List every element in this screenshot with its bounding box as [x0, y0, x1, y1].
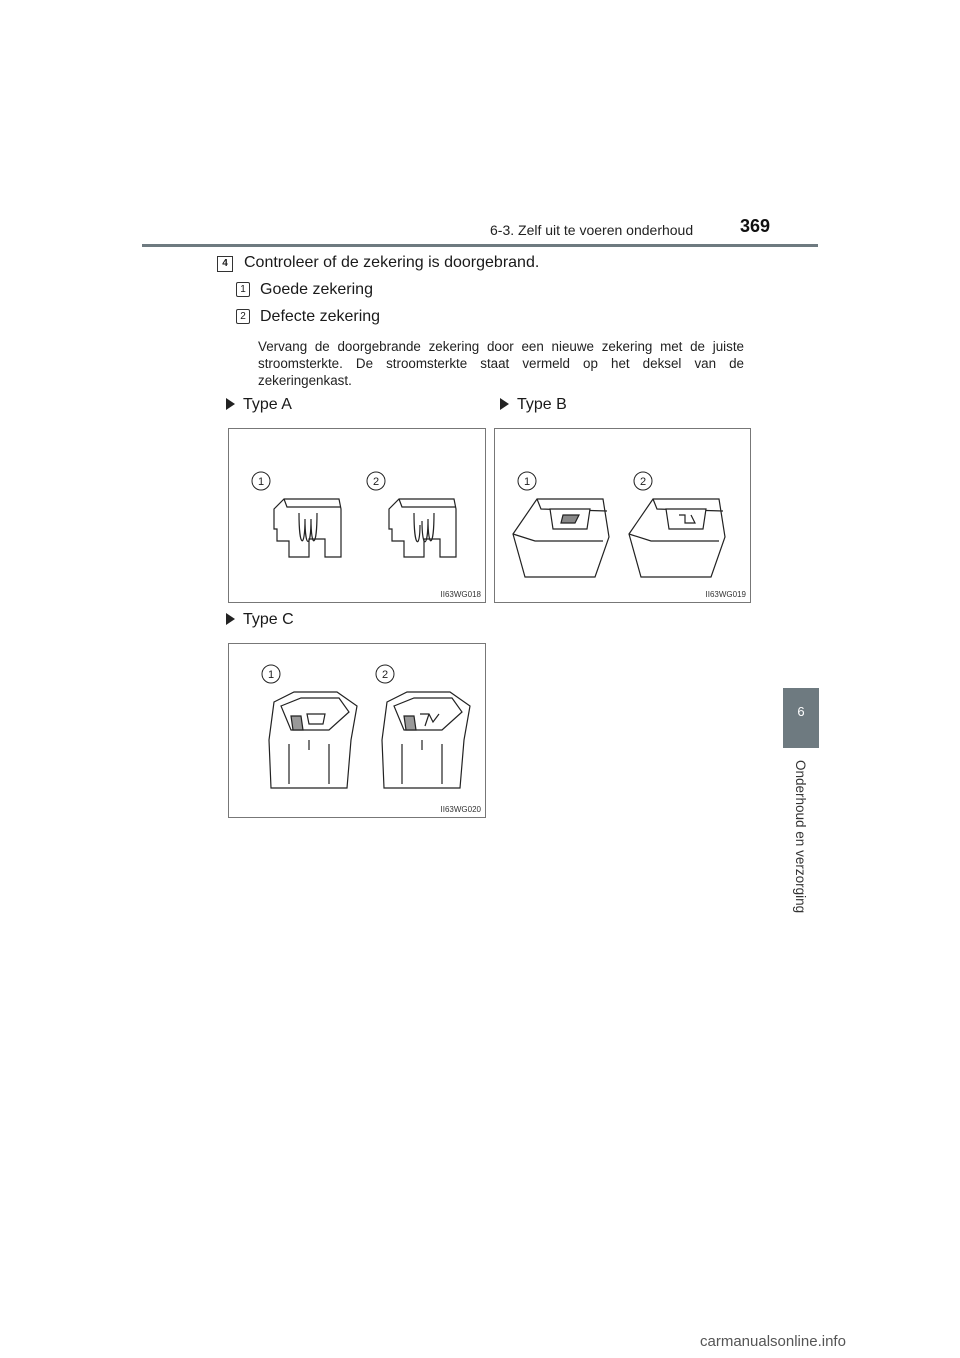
header-divider: [142, 244, 818, 247]
item-number-badge: 1: [236, 282, 250, 297]
type-a-label: [226, 396, 292, 414]
type-a-text: Type A: [243, 396, 292, 413]
callout-2: 2: [381, 669, 389, 681]
step-number-badge: 4: [217, 256, 233, 272]
step-instruction: Controleer of de zekering is doorgebrand.: [244, 254, 540, 271]
callout-1: 1: [267, 669, 275, 681]
section-title: 6-3. Zelf uit te voeren onderhoud: [490, 222, 694, 238]
cartridge-fuse-illustration: [495, 429, 750, 602]
chapter-tab: 6: [783, 688, 819, 748]
triangle-bullet-icon: [500, 398, 509, 410]
triangle-bullet-icon: [226, 398, 235, 410]
replacement-instructions: Vervang de doorgebrande zekering door een nieuwe zekering met de juiste stroomsterkte. De stroomsterkte staat vermeld op het deksel van de zekeringenkast.: [258, 339, 744, 388]
figure-type-c: [228, 643, 486, 818]
blade-fuse-illustration: [229, 429, 485, 602]
type-b-text: Type B: [517, 396, 567, 413]
chapter-title: Onderhoud en verzorging: [793, 760, 808, 914]
item-label-good-fuse: Goede zekering: [260, 281, 373, 298]
figure-code: II63WG018: [440, 590, 481, 599]
type-b-label: [500, 396, 567, 414]
type-c-label: [226, 611, 294, 629]
callout-1: 1: [257, 476, 265, 488]
callout-2: 2: [639, 476, 647, 488]
callout-1: 1: [523, 476, 531, 488]
item-number-badge: 2: [236, 309, 250, 324]
figure-code: II63WG020: [440, 805, 481, 814]
item-label-blown-fuse: Defecte zekering: [260, 308, 381, 325]
page-number: 369: [740, 216, 771, 236]
triangle-bullet-icon: [226, 613, 235, 625]
box-fuse-illustration: [229, 644, 485, 817]
callout-2: 2: [372, 476, 380, 488]
figure-type-a: [228, 428, 486, 603]
figure-type-b: [494, 428, 751, 603]
type-c-text: Type C: [243, 611, 294, 628]
chapter-title-vertical: [780, 760, 820, 960]
watermark-footer: carmanualsonline.info: [700, 1333, 846, 1350]
figure-code: II63WG019: [705, 590, 746, 599]
